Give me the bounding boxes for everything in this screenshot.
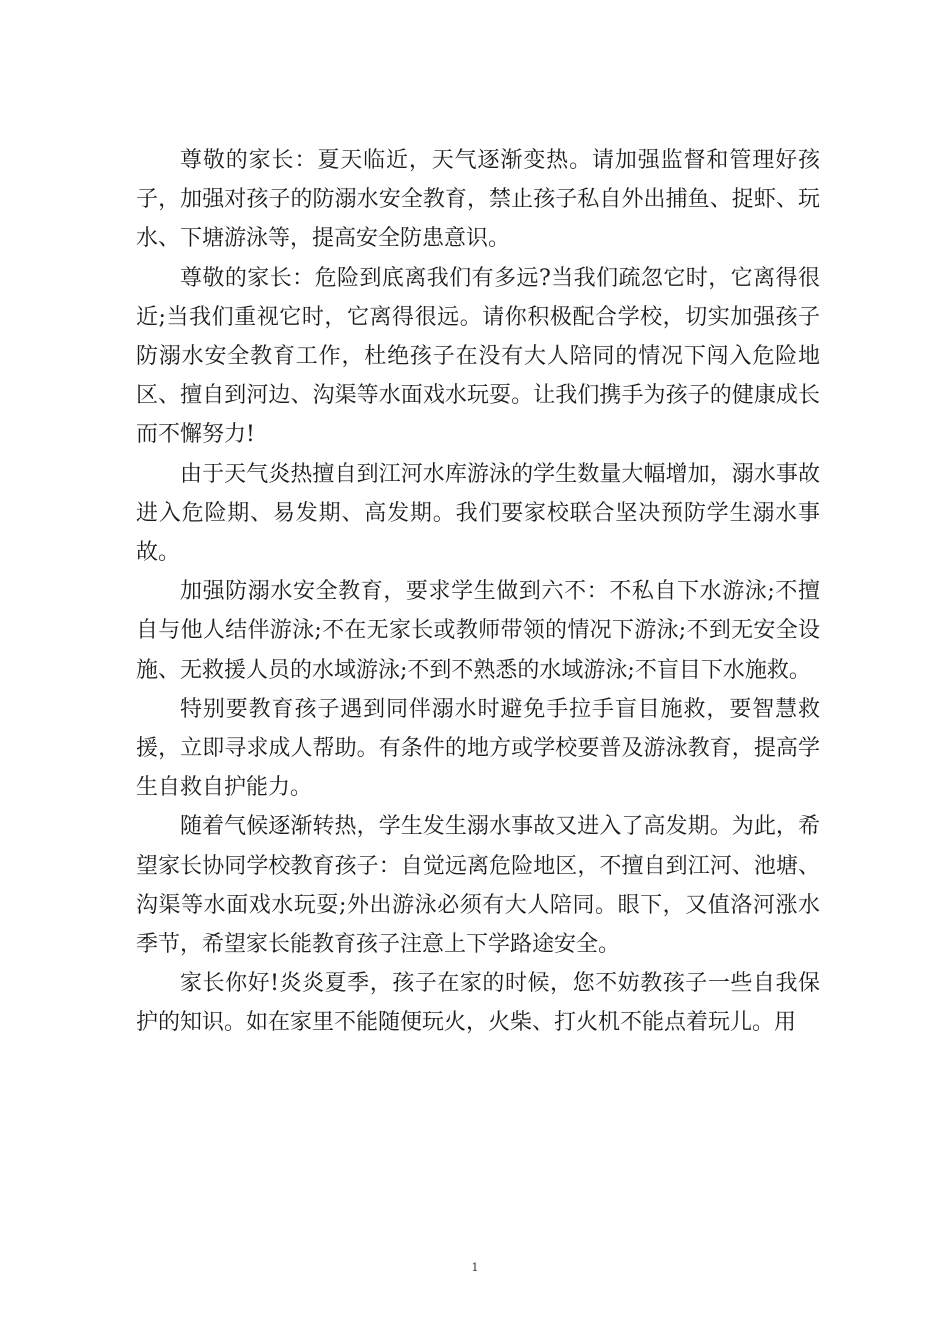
paragraph-7: 家长你好!炎炎夏季，孩子在家的时候，您不妨教孩子一些自我保护的知识。如在家里不能随便玩火，火柴、打火机不能点着玩儿。用	[136, 971, 820, 1036]
paragraph-1: 尊敬的家长：夏天临近，天气逐渐变热。请加强监督和管理好孩子，加强对孩子的防溺水安全教育，禁止孩子私自外出捕鱼、捉虾、玩水、下塘游泳等，提高安全防患意识。	[136, 148, 820, 252]
paragraph-5: 特别要教育孩子遇到同伴溺水时避免手拉手盲目施救，要智慧救援，立即寻求成人帮助。有条件的地方或学校要普及游泳教育，提高学生自救自护能力。	[136, 696, 820, 801]
paragraph-6: 随着气候逐渐转热，学生发生溺水事故又进入了高发期。为此，希望家长协同学校教育孩子：自觉远离危险地区，不擅自到江河、池塘、沟渠等水面戏水玩耍;外出游泳必须有大人陪同。眼下，又值洛河涨水季节，希望家长能教育孩子注意上下学路途安全。	[136, 814, 820, 958]
paragraph-3: 由于天气炎热擅自到江河水库游泳的学生数量大幅增加，溺水事故进入危险期、易发期、高发期。我们要家校联合坚决预防学生溺水事故。	[136, 461, 820, 566]
paragraph-4: 加强防溺水安全教育，要求学生做到六不：不私自下水游泳;不擅自与他人结伴游泳;不在无家长或教师带领的情况下游泳;不到无安全设施、无救援人员的水域游泳;不到不熟悉的水域游泳;不盲目下水施救。	[136, 579, 820, 683]
document-body	[136, 141, 820, 1043]
page-number: 1	[471, 1261, 479, 1274]
paragraph-2: 尊敬的家长：危险到底离我们有多远?当我们疏忽它时，它离得很近;当我们重视它时，它离得很远。请你积极配合学校，切实加强孩子防溺水安全教育工作，杜绝孩子在没有大人陪同的情况下闯入危险地区、擅自到河边、沟渠等水面戏水玩耍。让我们携手为孩子的健康成长而不懈努力!	[136, 265, 820, 448]
